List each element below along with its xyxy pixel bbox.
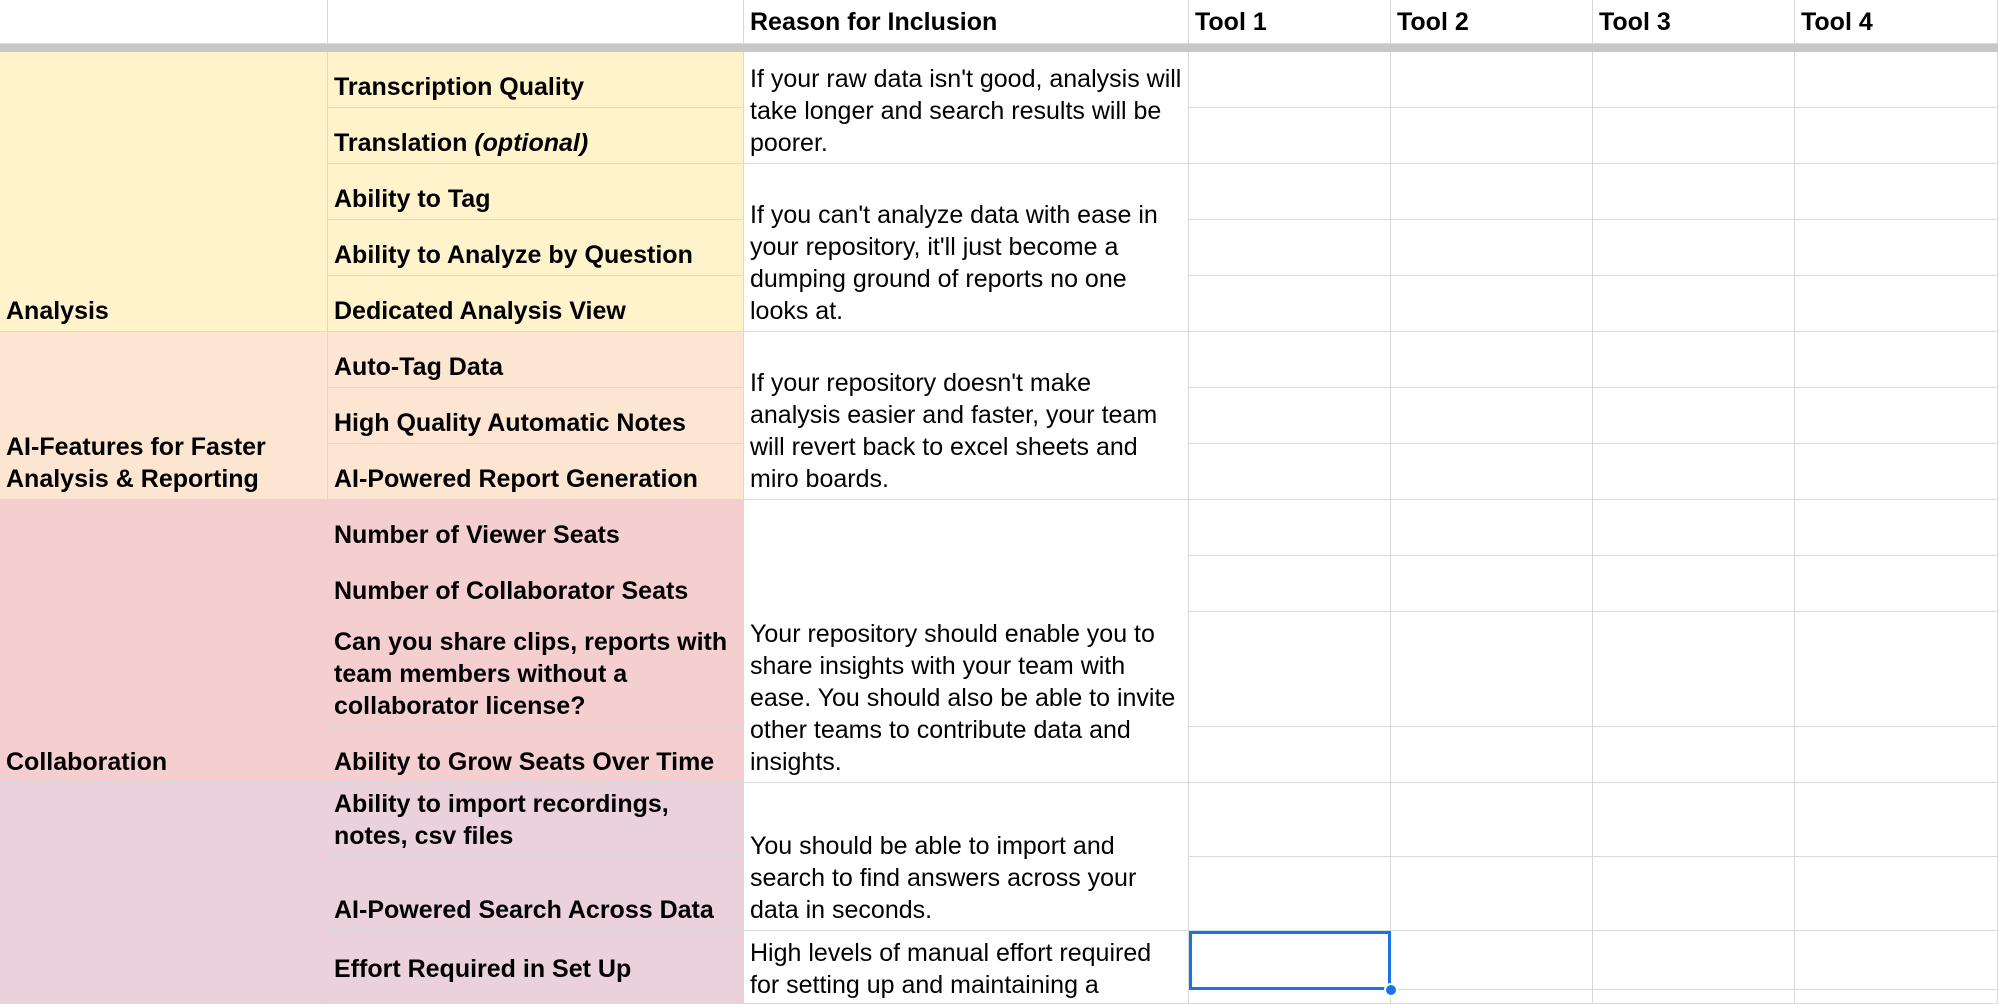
criteria-share-clips-label: Can you share clips, reports with team members without a collaborator license? <box>334 628 728 720</box>
criteria-auto-tag-label: Auto-Tag Data <box>334 353 503 381</box>
tool-2-cell[interactable] <box>1391 52 1593 108</box>
tool-3-cell[interactable] <box>1593 727 1795 783</box>
reason-import-text: You should be able to import and search to find answers across your data in seconds. <box>750 832 1137 924</box>
tool-4-cell[interactable] <box>1795 220 1998 276</box>
tool-1-cell[interactable] <box>1189 727 1391 783</box>
criteria-setup[interactable] <box>328 931 744 990</box>
tool-4-cell[interactable] <box>1795 857 1998 931</box>
tool-3-cell[interactable] <box>1593 500 1795 556</box>
tool-1-cell[interactable] <box>1189 990 1391 1004</box>
tool-1-cell[interactable] <box>1189 612 1391 727</box>
header-tool-4[interactable] <box>1795 0 1998 44</box>
tool-1-cell[interactable] <box>1189 332 1391 388</box>
tool-3-cell[interactable] <box>1593 444 1795 500</box>
reason-share[interactable] <box>744 500 1189 783</box>
tool-2-cell[interactable] <box>1391 727 1593 783</box>
tool-1-cell[interactable] <box>1189 556 1391 612</box>
criteria-transcription-label: Transcription Quality <box>334 73 585 101</box>
group-collaboration-label: Collaboration <box>6 748 168 776</box>
reason-import[interactable] <box>744 783 1189 931</box>
tool-2-cell[interactable] <box>1391 990 1593 1004</box>
tool-2-cell[interactable] <box>1391 931 1593 990</box>
tool-3-cell[interactable] <box>1593 612 1795 727</box>
tool-4-cell[interactable] <box>1795 931 1998 990</box>
tool-1-cell[interactable] <box>1189 220 1391 276</box>
header-tool-1[interactable] <box>1189 0 1391 44</box>
criteria-tag-label: Ability to Tag <box>334 185 491 213</box>
criteria-grow-seats[interactable] <box>328 727 744 783</box>
tool-3-cell[interactable] <box>1593 931 1795 990</box>
criteria-auto-notes[interactable] <box>328 388 744 444</box>
tool-4-cell[interactable] <box>1795 444 1998 500</box>
criteria-by-question[interactable] <box>328 220 744 276</box>
header-tool-2-label: Tool 2 <box>1397 7 1469 36</box>
tool-4-cell[interactable] <box>1795 500 1998 556</box>
tool-3-cell[interactable] <box>1593 220 1795 276</box>
tool-4-cell[interactable] <box>1795 783 1998 857</box>
tool-2-cell[interactable] <box>1391 857 1593 931</box>
tool-2-cell[interactable] <box>1391 783 1593 857</box>
group-ai-features[interactable] <box>0 332 328 500</box>
criteria-translation-note: (optional) <box>474 129 589 157</box>
criteria-collab-seats-label: Number of Collaborator Seats <box>334 577 689 605</box>
tool-1-cell[interactable] <box>1189 52 1391 108</box>
tool-3-cell[interactable] <box>1593 990 1795 1004</box>
criteria-grow-seats-label: Ability to Grow Seats Over Time <box>334 748 715 776</box>
tool-4-cell[interactable] <box>1795 612 1998 727</box>
tool-4-cell[interactable] <box>1795 727 1998 783</box>
tool-1-cell[interactable] <box>1189 276 1391 332</box>
group-collaboration[interactable] <box>0 500 328 783</box>
criteria-share-clips[interactable] <box>328 612 744 727</box>
tool-4-cell[interactable] <box>1795 52 1998 108</box>
header-reason[interactable] <box>744 0 1189 44</box>
tool-2-cell[interactable] <box>1391 612 1593 727</box>
tool-1-cell[interactable] <box>1189 388 1391 444</box>
tool-4-cell[interactable] <box>1795 388 1998 444</box>
criteria-report-gen-label: AI-Powered Report Generation <box>334 465 698 493</box>
tool-2-cell[interactable] <box>1391 500 1593 556</box>
group-ai-features-label: AI-Features for Faster Analysis & Reporting <box>6 433 266 493</box>
group-import-search[interactable] <box>0 783 328 1004</box>
tool-3-cell[interactable] <box>1593 556 1795 612</box>
reason-raw-data[interactable] <box>744 52 1189 164</box>
tool-2-cell[interactable] <box>1391 444 1593 500</box>
tool-3-cell[interactable] <box>1593 332 1795 388</box>
group-analysis-label: Analysis <box>6 297 109 325</box>
tool-3-cell[interactable] <box>1593 388 1795 444</box>
tool-4-cell[interactable] <box>1795 108 1998 164</box>
criteria-by-question-label: Ability to Analyze by Question <box>334 241 693 269</box>
tool-3-cell[interactable] <box>1593 52 1795 108</box>
reason-analyze-text: If you can't analyze data with ease in your repository, it'll just become a dumping ground of reports no one looks at. <box>750 201 1158 325</box>
tool-2-cell[interactable] <box>1391 220 1593 276</box>
header-reason-label: Reason for Inclusion <box>750 7 998 36</box>
reason-share-text: Your repository should enable you to share insights with your team with ease. You should also be able to invite other teams to contribute data and insights. <box>750 620 1176 776</box>
tool-1-cell[interactable] <box>1189 857 1391 931</box>
tool-4-cell[interactable] <box>1795 276 1998 332</box>
tool-1-cell[interactable] <box>1189 444 1391 500</box>
criteria-import[interactable] <box>328 783 744 857</box>
criteria-import-label: Ability to import recordings, notes, csv files <box>334 790 669 850</box>
tool-4-cell[interactable] <box>1795 556 1998 612</box>
tool-1-cell[interactable] <box>1189 500 1391 556</box>
tool-3-cell[interactable] <box>1593 164 1795 220</box>
criteria-tag[interactable] <box>328 164 744 220</box>
criteria-viewer-seats[interactable] <box>328 500 744 556</box>
tool-4-cell[interactable] <box>1795 164 1998 220</box>
criteria-setup-label: Effort Required in Set Up <box>334 955 632 983</box>
criteria-search-label: AI-Powered Search Across Data <box>334 896 714 924</box>
criteria-transcription[interactable] <box>328 52 744 108</box>
tool-3-cell[interactable] <box>1593 783 1795 857</box>
tool-2-cell[interactable] <box>1391 276 1593 332</box>
fill-handle[interactable] <box>1384 983 1398 997</box>
tool-1-cell[interactable] <box>1189 931 1391 990</box>
tool-2-cell[interactable] <box>1391 388 1593 444</box>
tool-4-cell[interactable] <box>1795 332 1998 388</box>
reason-setup[interactable] <box>744 931 1189 1004</box>
tool-2-cell[interactable] <box>1391 332 1593 388</box>
criteria-report-gen[interactable] <box>328 444 744 500</box>
reason-raw-data-text: If your raw data isn't good, analysis will take longer and search results will be poorer. <box>750 65 1182 157</box>
tool-1-cell[interactable] <box>1189 783 1391 857</box>
tool-4-cell[interactable] <box>1795 990 1998 1004</box>
criteria-next[interactable] <box>328 990 744 1004</box>
criteria-auto-notes-label: High Quality Automatic Notes <box>334 409 686 437</box>
tool-2-cell[interactable] <box>1391 556 1593 612</box>
criteria-analysis-view-label: Dedicated Analysis View <box>334 297 626 325</box>
group-analysis[interactable] <box>0 52 328 332</box>
tool-3-cell[interactable] <box>1593 857 1795 931</box>
criteria-viewer-seats-label: Number of Viewer Seats <box>334 521 620 549</box>
header-tool-4-label: Tool 4 <box>1801 7 1873 36</box>
tool-2-cell[interactable] <box>1391 108 1593 164</box>
tool-2-cell[interactable] <box>1391 164 1593 220</box>
criteria-collab-seats[interactable] <box>328 556 744 612</box>
reason-setup-text: High levels of manual effort required for setting up and maintaining a <box>750 939 1152 999</box>
reason-faster[interactable] <box>744 332 1189 500</box>
reason-faster-text: If your repository doesn't make analysis easier and faster, your team will revert back to excel sheets and miro boards. <box>750 369 1158 493</box>
criteria-search[interactable] <box>328 857 744 931</box>
reason-analyze[interactable] <box>744 164 1189 332</box>
header-tool-2[interactable] <box>1391 0 1593 44</box>
criteria-analysis-view[interactable] <box>328 276 744 332</box>
tool-1-cell[interactable] <box>1189 108 1391 164</box>
header-cell-a[interactable] <box>0 0 328 44</box>
tool-3-cell[interactable] <box>1593 276 1795 332</box>
header-tool-1-label: Tool 1 <box>1195 7 1267 36</box>
frozen-row-divider[interactable] <box>0 44 1998 52</box>
criteria-translation-text <box>334 127 737 159</box>
tool-1-cell[interactable] <box>1189 164 1391 220</box>
tool-3-cell[interactable] <box>1593 108 1795 164</box>
criteria-auto-tag[interactable] <box>328 332 744 388</box>
header-cell-b[interactable] <box>328 0 744 44</box>
header-tool-3-label: Tool 3 <box>1599 7 1671 36</box>
header-tool-3[interactable] <box>1593 0 1795 44</box>
criteria-translation[interactable] <box>328 108 744 164</box>
criteria-translation-label: Translation <box>334 129 468 157</box>
